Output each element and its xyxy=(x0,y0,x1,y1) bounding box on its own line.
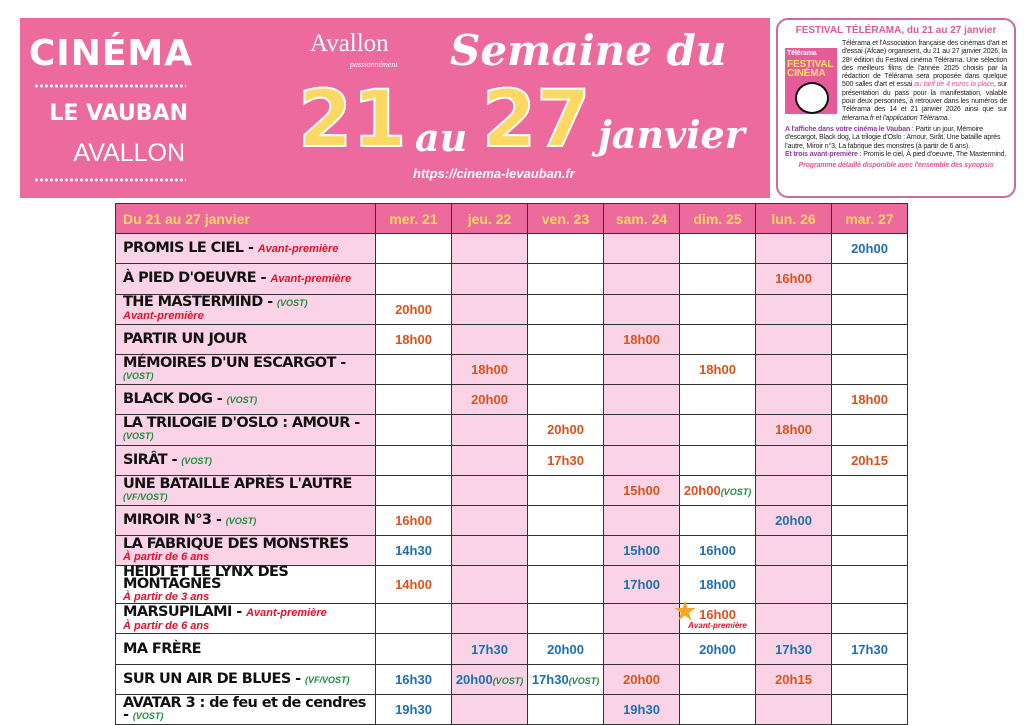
showtime-cell xyxy=(376,324,452,354)
showtime: 17h30 xyxy=(775,641,812,657)
month-text: janvier xyxy=(598,112,745,157)
festival-box xyxy=(776,18,1016,198)
table-row xyxy=(116,664,908,694)
film-title: LA TRILOGIE D'OSLO : AMOUR - (VOST) xyxy=(116,415,376,445)
festival-description: Télérama et l'Association française des cinémas d'art et d'essai (Afcae) organisent, du 21 au 27 janvier 2026, la 28ᵉ édition du Festival cinéma Télérama. Une sélection des meilleurs films de l'année 2025 choisis par la rédaction de Télérama sera proposée dans quelque 500 salles d'art et essai au tarif de 4 euros la place, sur présentation du pass pour la manifestation, valable pour deux personnes, à retrouver dans les numéros de Télérama des 14 et 21 janvier 2026 ainsi que sur telerama.fr et l'application Télérama. xyxy=(842,40,1007,122)
cinema-logo: CINÉMA xyxy=(28,33,194,74)
table-row xyxy=(116,694,908,724)
showtime: 17h30 xyxy=(851,641,888,657)
cinema-name: LE VAUBAN xyxy=(49,101,188,126)
showtime-cell xyxy=(528,445,604,475)
showtime-cell xyxy=(756,475,832,505)
showtime-cell xyxy=(756,566,832,604)
film-title: MÉMOIRES D'UN ESCARGOT - (VOST) xyxy=(116,354,376,384)
showtime-cell xyxy=(680,694,756,724)
film-title: BLACK DOG - (VOST) xyxy=(116,385,376,415)
showtime: 20h00 xyxy=(471,392,508,408)
showtime: 18h00 xyxy=(623,331,660,347)
showtime-cell: 20h00(VOST) xyxy=(452,664,528,694)
showtime: 15h00 xyxy=(623,543,660,559)
table-header-row xyxy=(116,204,908,234)
film-title: SUR UN AIR DE BLUES - (VF/VOST) xyxy=(116,664,376,694)
showtime-cell xyxy=(452,264,528,294)
showtime-cell xyxy=(756,604,832,634)
showtime-cell xyxy=(680,264,756,294)
showtime: 20h00 xyxy=(851,241,888,257)
table-row xyxy=(116,234,908,264)
showtime-cell xyxy=(832,415,908,445)
showtime-cell xyxy=(376,664,452,694)
showtime: 17h00 xyxy=(623,577,660,593)
header-banner xyxy=(20,18,770,198)
header-period: Du 21 au 27 janvier xyxy=(116,204,376,234)
festival-poster xyxy=(785,48,837,114)
showtime: 20h15 xyxy=(851,452,888,468)
showtime-cell xyxy=(832,664,908,694)
showtime-cell xyxy=(528,634,604,664)
showtime-cell xyxy=(376,536,452,566)
showtime-cell xyxy=(452,415,528,445)
showtime-cell xyxy=(832,294,908,324)
showtime-cell xyxy=(452,475,528,505)
table-row xyxy=(116,324,908,354)
showtime: 16h30 xyxy=(395,671,432,687)
showtime: 17h30 xyxy=(471,641,508,657)
showtime-cell xyxy=(528,234,604,264)
table-row xyxy=(116,475,908,505)
film-title: THE MASTERMIND - (VOST) Avant-première xyxy=(116,294,376,324)
showtime-cell xyxy=(528,604,604,634)
film-title: PROMIS LE CIEL - Avant-première xyxy=(116,234,376,264)
showtime-cell xyxy=(452,604,528,634)
showtime-cell xyxy=(832,505,908,535)
table-row xyxy=(116,415,908,445)
header-day: ven. 23 xyxy=(528,204,604,234)
film-title: MIROIR N°3 - (VOST) xyxy=(116,505,376,535)
website-link[interactable]: https://cinema-levauban.fr xyxy=(413,166,575,181)
showtime-cell xyxy=(528,354,604,384)
showtime-cell xyxy=(832,385,908,415)
showtime-cell xyxy=(756,694,832,724)
showtime: 20h00 xyxy=(547,422,584,438)
showtime-cell xyxy=(604,354,680,384)
showtime-cell xyxy=(604,536,680,566)
dotted-divider xyxy=(34,178,186,182)
showtime-cell xyxy=(680,324,756,354)
showtime-cell xyxy=(756,664,832,694)
avallon-logo: Avallon xyxy=(310,30,389,57)
poster-brand: Télérama xyxy=(787,50,817,57)
showtime: 20h00 xyxy=(775,512,812,528)
showtime: 15h00 xyxy=(623,482,660,498)
showtime: 18h00 xyxy=(851,392,888,408)
header-day: jeu. 22 xyxy=(452,204,528,234)
showtime-cell xyxy=(452,354,528,384)
table-row xyxy=(116,536,908,566)
showtime-cell xyxy=(376,234,452,264)
showtime: 18h00 xyxy=(471,362,508,378)
showtime: 17h30 xyxy=(547,452,584,468)
film-title: PARTIR UN JOUR xyxy=(116,324,376,354)
poster-face-illustration xyxy=(795,82,829,114)
showtime-cell xyxy=(832,536,908,566)
film-title: UNE BATAILLE APRÈS L'AUTRE (VF/VOST) xyxy=(116,475,376,505)
showtime: 18h00 xyxy=(699,577,736,593)
showtime-cell xyxy=(756,294,832,324)
showtime: 17h30 xyxy=(531,671,569,687)
showtime-cell xyxy=(376,604,452,634)
showtime: 16h00 xyxy=(699,607,736,623)
showtime-cell xyxy=(528,324,604,354)
showtime-cell xyxy=(452,445,528,475)
showtime-cell xyxy=(680,634,756,664)
showtime-cell xyxy=(680,505,756,535)
showtime-cell xyxy=(604,264,680,294)
showtime-cell xyxy=(452,566,528,604)
showtime-cell xyxy=(528,264,604,294)
showtime-cell xyxy=(756,415,832,445)
showtime-cell xyxy=(756,634,832,664)
showtime-cell xyxy=(376,475,452,505)
showtime: 20h00 xyxy=(395,301,432,317)
avallon-logo-tagline: passionnément xyxy=(350,60,398,69)
showtime-cell xyxy=(680,664,756,694)
showtime-cell xyxy=(756,445,832,475)
showtime-cell xyxy=(604,505,680,535)
showtime-cell xyxy=(832,566,908,604)
table-row xyxy=(116,634,908,664)
showtime: 20h00 xyxy=(699,641,736,657)
showtime-cell xyxy=(452,634,528,664)
table-row xyxy=(116,566,908,604)
film-title: HEIDI ET LE LYNX DES MONTAGNES À partir de 3 ans xyxy=(116,566,376,604)
film-title: LA FABRIQUE DES MONSTRES À partir de 6 ans xyxy=(116,536,376,566)
showtime-cell: 20h00(VOST) xyxy=(680,475,756,505)
showtime-cell xyxy=(376,505,452,535)
showtime-cell xyxy=(528,536,604,566)
film-title: AVATAR 3 : de feu et de cendres - (VOST) xyxy=(116,694,376,724)
showtime-cell xyxy=(680,445,756,475)
showtime: 16h00 xyxy=(775,271,812,287)
showtime-cell xyxy=(528,566,604,604)
showtime: 20h15 xyxy=(775,671,812,687)
showtime-cell xyxy=(604,234,680,264)
showtime-cell xyxy=(376,566,452,604)
showtime-cell xyxy=(604,475,680,505)
showtime-cell xyxy=(832,475,908,505)
showtime-cell xyxy=(376,264,452,294)
showtime-cell xyxy=(756,505,832,535)
showtime-cell xyxy=(452,385,528,415)
showtime-cell xyxy=(604,566,680,604)
showtime-cell xyxy=(680,354,756,384)
showtime: 18h00 xyxy=(395,331,432,347)
showtime-cell xyxy=(452,324,528,354)
showtime-cell xyxy=(604,385,680,415)
end-day: 27 xyxy=(482,75,591,165)
film-title: MA FRÈRE xyxy=(116,634,376,664)
showtime-cell xyxy=(604,664,680,694)
showtime-cell xyxy=(756,234,832,264)
showtime-cell xyxy=(680,566,756,604)
header-day: sam. 24 xyxy=(604,204,680,234)
showtime-cell xyxy=(604,445,680,475)
city-name: AVALLON xyxy=(73,139,185,167)
showtime-cell xyxy=(680,234,756,264)
showtime: 18h00 xyxy=(699,362,736,378)
showtime-cell xyxy=(756,354,832,384)
showtime-cell xyxy=(756,385,832,415)
showtime: 19h30 xyxy=(395,701,432,717)
dotted-divider xyxy=(34,84,186,88)
showtime-cell xyxy=(832,604,908,634)
au-text: au xyxy=(415,115,468,160)
header-day: mar. 27 xyxy=(832,204,908,234)
showtime-cell xyxy=(832,234,908,264)
table-row xyxy=(116,354,908,384)
showtime-cell xyxy=(528,385,604,415)
showtime: 20h00 xyxy=(455,671,493,687)
showtime: 18h00 xyxy=(775,422,812,438)
showtime-cell xyxy=(528,694,604,724)
film-title: À PIED D'OEUVRE - Avant-première xyxy=(116,264,376,294)
showtime-cell xyxy=(604,634,680,664)
table-row xyxy=(116,294,908,324)
showtime-cell xyxy=(756,536,832,566)
header-day: dim. 25 xyxy=(680,204,756,234)
showtime-cell xyxy=(452,294,528,324)
week-title: Semaine du xyxy=(450,26,727,75)
showtime-cell xyxy=(528,294,604,324)
showtime-cell xyxy=(604,604,680,634)
header-day: mer. 21 xyxy=(376,204,452,234)
showtime-cell xyxy=(680,415,756,445)
table-row xyxy=(116,264,908,294)
showtime-cell xyxy=(452,234,528,264)
showtime-cell: 17h30(VOST) xyxy=(528,664,604,694)
showtime-cell xyxy=(528,415,604,445)
showtime-cell xyxy=(680,536,756,566)
table-row xyxy=(116,385,908,415)
showtime-cell xyxy=(604,694,680,724)
showtime: 14h30 xyxy=(395,543,432,559)
showtime: 16h00 xyxy=(395,512,432,528)
showtime-cell xyxy=(832,445,908,475)
showtime-cell xyxy=(680,385,756,415)
showtime-cell xyxy=(756,264,832,294)
showtime: 14h00 xyxy=(395,577,432,593)
showtime-cell xyxy=(452,505,528,535)
showtime-cell xyxy=(832,694,908,724)
festival-footer: Programme détaillé disponible avec l'ensemble des synopsis xyxy=(798,162,994,170)
showtime-cell xyxy=(528,475,604,505)
showtime: 19h30 xyxy=(623,701,660,717)
showtime-cell xyxy=(832,264,908,294)
start-day: 21 xyxy=(298,75,407,165)
showtime-cell xyxy=(452,536,528,566)
showtime-cell xyxy=(376,354,452,384)
showtime-cell xyxy=(376,445,452,475)
schedule-table xyxy=(115,203,908,725)
header-day: lun. 26 xyxy=(756,204,832,234)
film-title: MARSUPILAMI - Avant-première À partir de 6 ans xyxy=(116,604,376,634)
showtime-cell xyxy=(528,505,604,535)
showtime-cell xyxy=(604,415,680,445)
showtime-cell xyxy=(604,294,680,324)
festival-title: FESTIVAL TÉLÉRAMA, du 21 au 27 janvier xyxy=(795,25,997,36)
showtime-cell xyxy=(376,634,452,664)
showtime-cell xyxy=(376,415,452,445)
film-title: SIRÂT - (VOST) xyxy=(116,445,376,475)
showtime-cell xyxy=(832,634,908,664)
showtime: 20h00 xyxy=(683,482,721,498)
showtime-cell: 16h00 Avant-première xyxy=(680,604,756,634)
showtime: 20h00 xyxy=(547,641,584,657)
showtime: 20h00 xyxy=(623,671,660,687)
showtime-cell xyxy=(376,294,452,324)
showtime-cell xyxy=(832,324,908,354)
showtime-cell xyxy=(604,324,680,354)
showtime-cell xyxy=(452,694,528,724)
showtime-cell xyxy=(376,694,452,724)
showtime-cell xyxy=(680,294,756,324)
showtime-cell xyxy=(756,324,832,354)
table-row xyxy=(116,445,908,475)
showtime-cell xyxy=(832,354,908,384)
poster-title: FESTIVAL CINÉMA xyxy=(787,59,834,80)
festival-affiche: A l'affiche dans votre cinéma le Vauban : Partir un jour, Mémoire d'escargot, Black dog, La trilogie d'Oslo : Amour, Sirât, Une bataille après l'autre, Miroir n°3, La fabrique des monstres (à partir de 6 ans). Et trois avant-première : Promis le ciel, À pied d'oeuvre, The Mastermind. xyxy=(785,125,1007,158)
showtime-cell xyxy=(376,385,452,415)
table-row xyxy=(116,505,908,535)
table-row xyxy=(116,604,908,634)
showtime: 16h00 xyxy=(699,543,736,559)
